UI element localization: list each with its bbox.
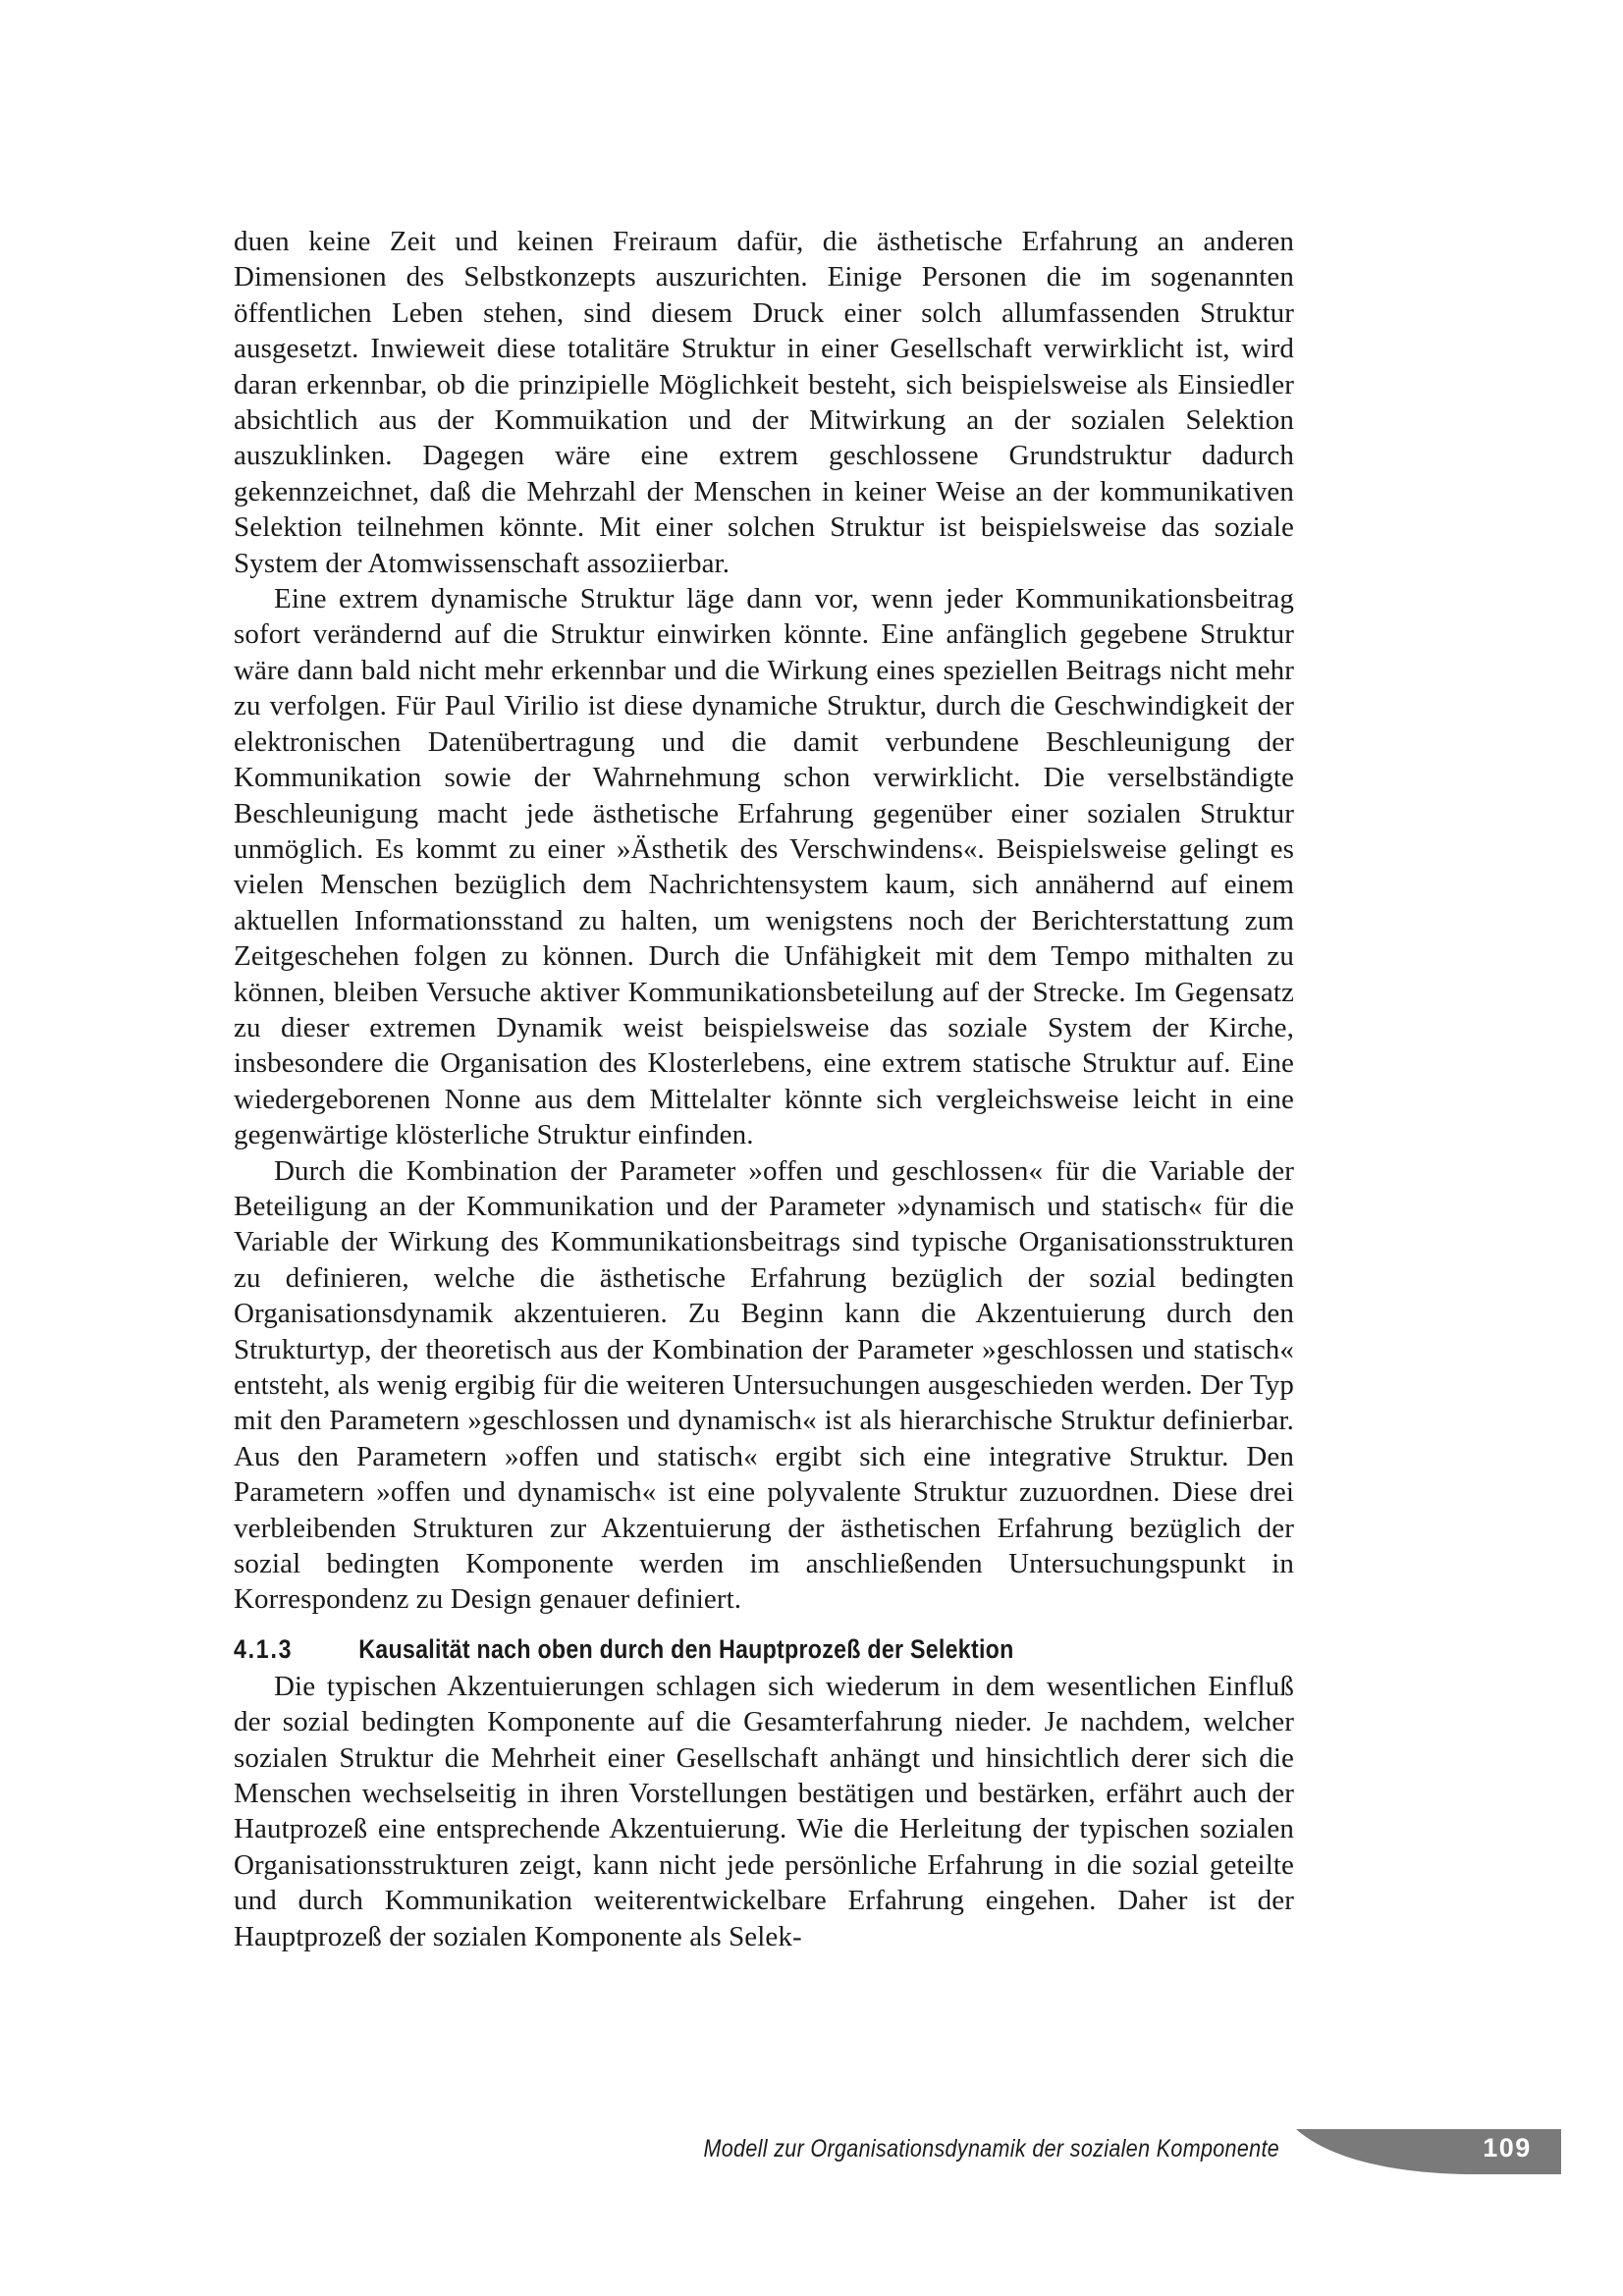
body-text	[234, 224, 1294, 1954]
paragraph-continuation: duen keine Zeit und keinen Freiraum dafür, die ästhetische Erfahrung an anderen Dimensionen des Selbstkonzepts auszurichten. Einige Personen die im sogenannten öffentlichen Leben stehen, sind diesem Druck einer solch allumfassenden Struktur ausgesetzt. Inwieweit diese totalitäre Struktur in einer Gesellschaft verwirklicht ist, wird daran erkennbar, ob die prinzipielle Möglichkeit besteht, sich beispielsweise als Einsiedler absichtlich aus der Kommuikation und der Mitwirkung an der sozialen Selektion auszuklinken. Dagegen wäre eine extrem geschlossene Grundstruktur dadurch gekennzeichnet, daß die Mehrzahl der Menschen in keiner Weise an der kommunikativen Selektion teilnehmen könnte. Mit einer solchen Struktur ist beispielsweise das soziale System der Atomwissenschaft assoziierbar.	[234, 226, 1294, 579]
section-number: 4.1.3	[234, 1633, 294, 1664]
section-title: Kausalität nach oben durch den Hauptprozeß der Selektion	[358, 1633, 1014, 1664]
section-heading	[234, 1631, 1293, 1667]
running-title: Modell zur Organisationsdynamik der sozialen Komponente	[703, 2135, 1279, 2163]
page-footer	[0, 2125, 1623, 2174]
paragraph-dynamic-structure: Eine extrem dynamische Struktur läge dann vor, wenn jeder Kommunikationsbeitrag sofort verändernd auf die Struktur einwirken könnte. Eine anfänglich gegebene Struktur wäre dann bald nicht mehr erkennbar und die Wirkung eines speziellen Beitrags nicht mehr zu verfolgen. Für Paul Virilio ist diese dynamiche Struktur, durch die Geschwindigkeit der elektronischen Datenübertragung und die damit verbundene Beschleunigung der Kommunikation sowie der Wahrnehmung schon verwirklicht. Die verselbständigte Beschleunigung macht jede ästhetische Erfahrung gegenüber einer sozialen Struktur unmöglich. Es kommt zu einer »Ästhetik des Verschwindens«. Beispielsweise gelingt es vielen Menschen bezüglich dem Nachrichtensystem kaum, sich annähernd auf einem aktuellen Informationsstand zu halten, um wenigstens noch der Berichterstattung zum Zeitgeschehen folgen zu können. Durch die Unfähigkeit mit dem Tempo mithalten zu können, bleiben Versuche aktiver Kommunikationsbeteilung auf der Strecke. Im Gegensatz zu dieser extremen Dynamik weist beispielsweise das soziale System der Kirche, insbesondere die Organisation des Klosterlebens, eine extrem statische Struktur auf. Eine wiedergeborenen Nonne aus dem Mittelalter könnte sich vergleichsweise leicht in eine gegenwärtige klösterliche Struktur einfinden.	[234, 583, 1294, 1151]
page-number: 109	[1483, 2133, 1532, 2163]
paragraph-parameter-combination: Durch die Kombination der Parameter »offen und geschlossen« für die Variable der Beteiligung an der Kommunikation und der Parameter »dynamisch und statisch« für die Variable der Wirkung des Kommunikationsbeitrags sind typische Organisationsstrukturen zu definieren, welche die ästhetische Erfahrung bezüglich der sozial bedingten Organisationsdynamik akzentuieren. Zu Beginn kann die Akzentuierung durch den Strukturtyp, der theoretisch aus der Kombination der Parameter »geschlossen und statisch« entsteht, als wenig ergibig für die weiteren Untersuchungen ausgeschieden werden. Der Typ mit den Parametern »geschlossen und dynamisch« ist als hierarchische Struktur definierbar. Aus den Parametern »offen und statisch« ergibt sich eine integrative Struktur. Den Parametern »offen und dynamisch« ist eine polyvalente Struktur zuzuordnen. Diese drei verbleibenden Strukturen zur Akzentuierung der ästhetischen Erfahrung bezüglich der sozial bedingten Komponente werden im anschließenden Untersuchungspunkt in Korrespondenz zu Design genauer definiert.	[234, 1154, 1294, 1616]
paragraph-section-intro: Die typischen Akzentuierungen schlagen sich wiederum in dem wesentlichen Einfluß der sozial bedingten Komponente auf die Gesamterfahrung nieder. Je nachdem, welcher sozialen Struktur die Mehrheit einer Gesellschaft anhängt und hinsichtlich derer sich die Menschen wechselseitig in ihren Vorstellungen bestätigen und bestärken, erfährt auch der Hautprozeß eine entsprechende Akzentuierung. Wie die Herleitung der typischen sozialen Organisationsstrukturen zeigt, kann nicht jede persönliche Erfahrung in die sozial geteilte und durch Kommunikation weiterentwickelbare Erfahrung eingehen. Daher ist der Hauptprozeß der sozialen Komponente als Selek-	[234, 1670, 1294, 1952]
